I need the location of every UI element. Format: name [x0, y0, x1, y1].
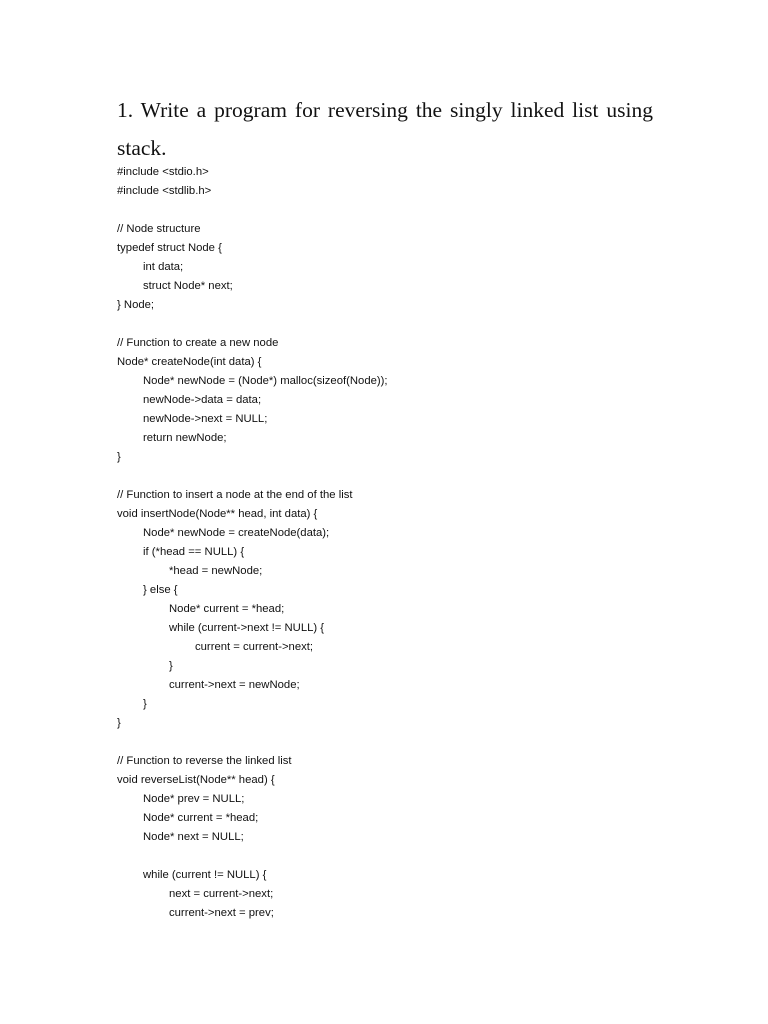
code-line: Node* newNode = createNode(data); — [143, 527, 330, 539]
code-line: } — [117, 717, 121, 729]
code-line: #include <stdlib.h> — [117, 185, 212, 197]
code-line: Node* createNode(int data) { — [117, 356, 262, 368]
code-line: next = current->next; — [169, 888, 274, 900]
code-line — [117, 847, 677, 866]
code-line: // Function to reverse the linked list — [117, 755, 292, 767]
code-block — [117, 163, 677, 923]
code-line: if (*head == NULL) { — [143, 546, 245, 558]
code-line: void insertNode(Node** head, int data) { — [117, 508, 318, 520]
code-line: while (current != NULL) { — [143, 869, 267, 881]
code-line: int data; — [143, 261, 184, 273]
code-line: Node* newNode = (Node*) malloc(sizeof(Node)); — [143, 375, 388, 387]
code-line: // Function to insert a node at the end of the list — [117, 489, 353, 501]
code-line: return newNode; — [143, 432, 227, 444]
code-line: void reverseList(Node** head) { — [117, 774, 275, 786]
code-line: Node* current = *head; — [169, 603, 285, 615]
code-line: struct Node* next; — [143, 280, 233, 292]
code-line: } — [169, 660, 173, 672]
code-line — [117, 201, 677, 220]
code-line: current = current->next; — [195, 641, 314, 653]
code-line: Node* current = *head; — [143, 812, 259, 824]
question-heading: 1. Write a program for reversing the singly linked list using stack. — [117, 98, 653, 160]
code-line: newNode->data = data; — [143, 394, 262, 406]
code-line: #include <stdio.h> — [117, 166, 209, 178]
code-line: *head = newNode; — [169, 565, 263, 577]
code-line: // Node structure — [117, 223, 201, 235]
code-line: while (current->next != NULL) { — [169, 622, 325, 634]
code-line — [117, 467, 677, 486]
code-line: current->next = newNode; — [169, 679, 300, 691]
code-line: } else { — [143, 584, 178, 596]
code-line: current->next = prev; — [169, 907, 274, 919]
code-line: Node* next = NULL; — [143, 831, 244, 843]
code-line: } — [117, 451, 121, 463]
code-line: Node* prev = NULL; — [143, 793, 245, 805]
code-line: // Function to create a new node — [117, 337, 279, 349]
code-line — [117, 315, 677, 334]
code-line — [117, 733, 677, 752]
code-line: } Node; — [117, 299, 155, 311]
code-line: newNode->next = NULL; — [143, 413, 268, 425]
code-line: typedef struct Node { — [117, 242, 222, 254]
code-line: } — [143, 698, 147, 710]
